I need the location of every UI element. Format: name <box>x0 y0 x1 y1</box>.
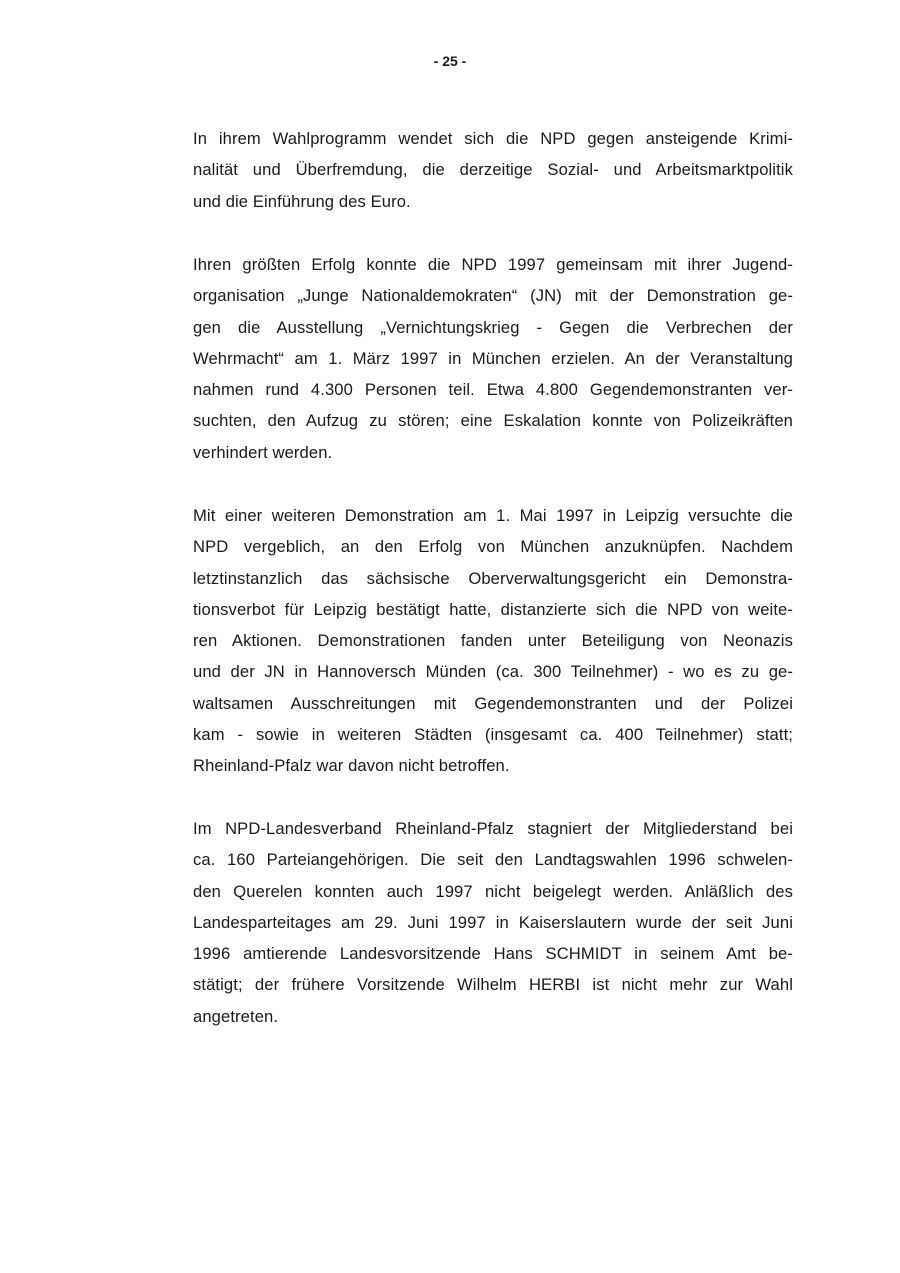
text-line: tionsverbot für Leipzig bestätigt hatte, distanzierte sich die NPD von weite- <box>193 599 793 619</box>
text-line: und der JN in Hannoversch Münden (ca. 300 Teilnehmer) - wo es zu ge- <box>193 662 793 682</box>
text-line: ca. 160 Parteiangehörigen. Die seit den Landtagswahlen 1996 schwelen- <box>193 850 793 870</box>
text-line: In ihrem Wahlprogramm wendet sich die NPD gegen ansteigende Krimi- <box>193 129 793 148</box>
text-line: und die Einführung des Euro. <box>193 191 411 211</box>
paragraph-election-program <box>193 123 793 217</box>
text-line: Ihren größten Erfolg konnte die NPD 1997 gemeinsam mit ihrer Jugend- <box>193 255 793 274</box>
text-line: waltsamen Ausschreitungen mit Gegendemonstranten und der Polizei <box>193 693 793 713</box>
text-line: stätigt; der frühere Vorsitzende Wilhelm HERBI ist nicht mehr zur Wahl <box>193 975 793 995</box>
text-line: nalität und Überfremdung, die derzeitige Sozial- und Arbeitsmarktpolitik <box>193 160 793 180</box>
text-line: den Querelen konnten auch 1997 nicht beigelegt werden. Anläßlich des <box>193 881 793 901</box>
text-line: 1996 amtierende Landesvorsitzende Hans SCHMIDT in seinem Amt be- <box>193 944 793 964</box>
text-line: organisation „Junge Nationaldemokraten“ (JN) mit der Demonstration ge- <box>193 286 793 306</box>
text-line: Im NPD-Landesverband Rheinland-Pfalz stagniert der Mitgliederstand bei <box>193 819 793 838</box>
text-line: verhindert werden. <box>193 442 333 462</box>
text-line: suchten, den Aufzug zu stören; eine Eskalation konnte von Polizeikräften <box>193 411 793 431</box>
paragraph-munich-demonstration <box>193 249 793 468</box>
page-number: - 25 - <box>433 53 467 69</box>
text-line: Wehrmacht“ am 1. März 1997 in München erzielen. An der Veranstaltung <box>193 348 793 368</box>
text-line: gen die Ausstellung „Vernichtungskrieg - Gegen die Verbrechen der <box>193 317 793 337</box>
text-line: kam - sowie in weiteren Städten (insgesamt ca. 400 Teilnehmer) statt; <box>193 725 793 745</box>
text-line: Rheinland-Pfalz war davon nicht betroffen. <box>193 756 510 776</box>
paragraph-state-association <box>193 813 793 1032</box>
paragraph-leipzig-demonstration <box>193 500 793 782</box>
text-line: letztinstanzlich das sächsische Oberverwaltungsgericht ein Demonstra- <box>193 568 793 588</box>
text-line: nahmen rund 4.300 Personen teil. Etwa 4.800 Gegendemonstranten ver- <box>193 380 793 400</box>
text-line: NPD vergeblich, an den Erfolg von München anzuknüpfen. Nachdem <box>193 537 793 557</box>
text-line: ren Aktionen. Demonstrationen fanden unter Beteiligung von Neonazis <box>193 631 793 651</box>
text-line: angetreten. <box>193 1006 279 1026</box>
text-line: Landesparteitages am 29. Juni 1997 in Kaiserslautern wurde der seit Juni <box>193 912 793 932</box>
text-line: Mit einer weiteren Demonstration am 1. Mai 1997 in Leipzig versuchte die <box>193 506 793 525</box>
